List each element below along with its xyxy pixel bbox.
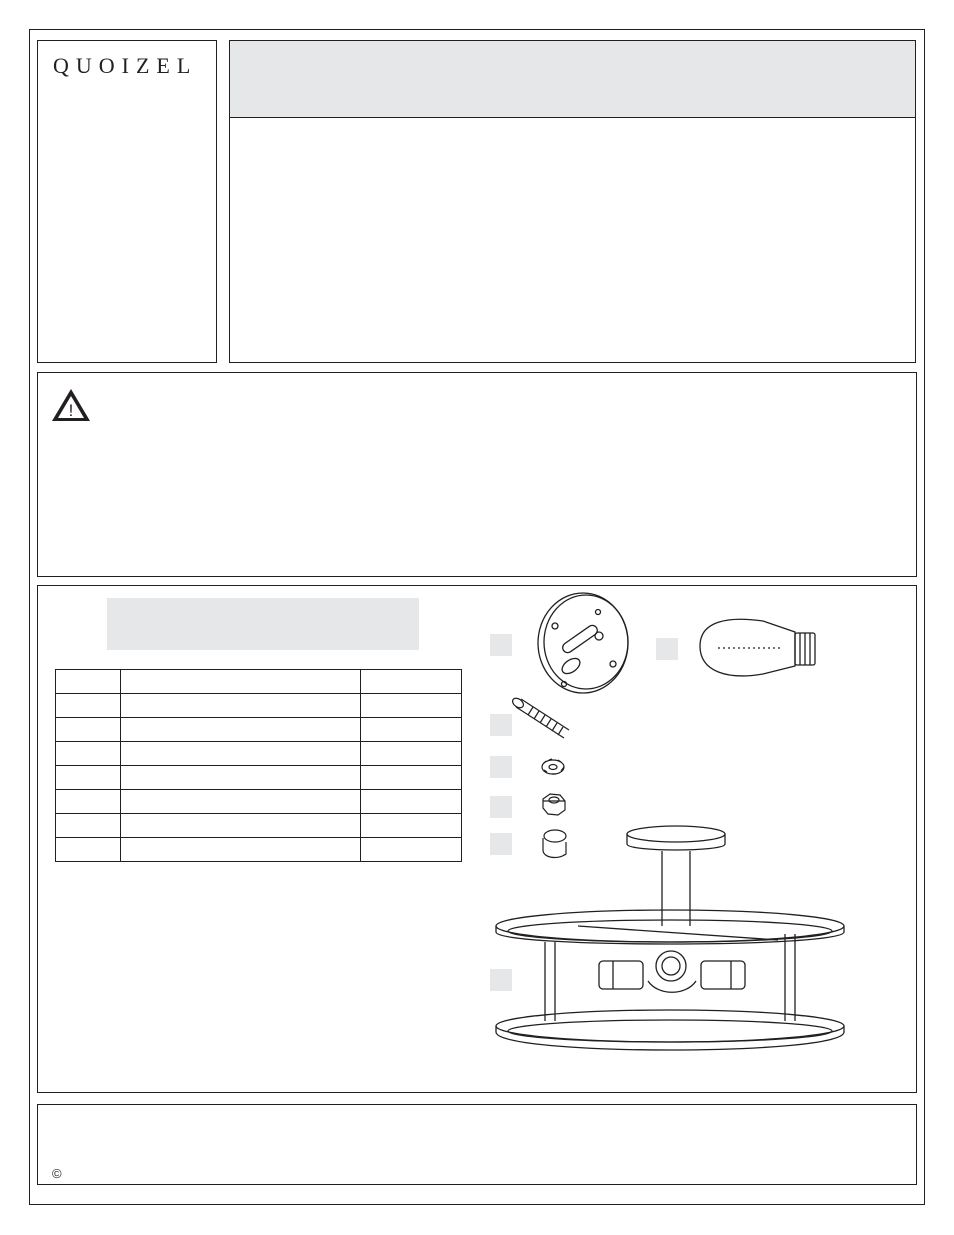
warning-symbol: ! <box>68 401 74 420</box>
mounting-screw-icon <box>511 696 569 738</box>
warning-triangle-icon <box>50 387 92 423</box>
title-band <box>230 41 915 118</box>
lock-washer-icon <box>542 759 564 774</box>
mounting-plate-icon <box>538 593 628 693</box>
title-panel <box>229 40 916 363</box>
warning-panel <box>37 372 917 577</box>
ceiling-fixture-icon <box>496 826 844 1050</box>
hex-nut-icon <box>543 794 565 815</box>
brand-logo: QUOIZEL <box>53 53 198 78</box>
parts-illustration <box>38 586 916 1092</box>
cap-nut-icon <box>543 830 566 857</box>
logo-panel <box>37 40 217 363</box>
footer-panel <box>37 1104 917 1185</box>
parts-panel <box>37 585 917 1093</box>
edison-bulb-icon <box>700 619 815 676</box>
copyright-symbol: © <box>52 1166 62 1181</box>
